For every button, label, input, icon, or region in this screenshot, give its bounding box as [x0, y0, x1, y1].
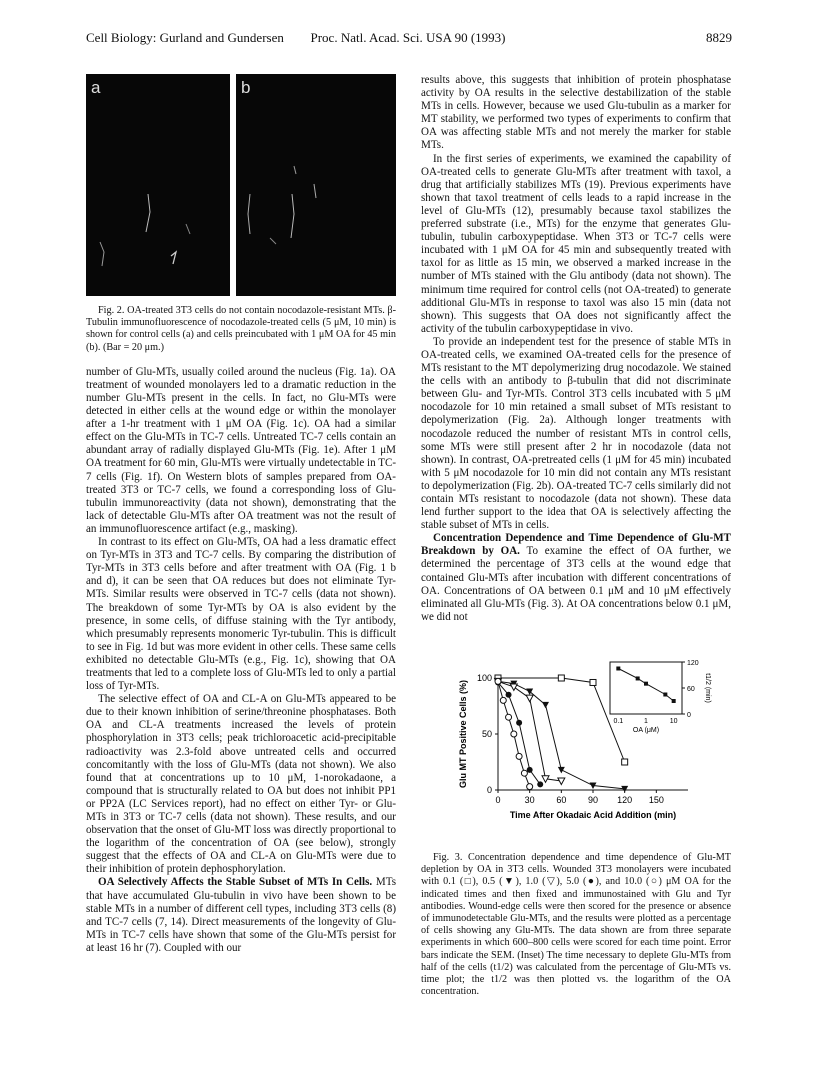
figure3-chart	[440, 650, 735, 830]
figure3-caption-block	[421, 852, 731, 998]
data-point	[516, 753, 522, 759]
page-number: 8829	[706, 30, 732, 45]
micrograph-b-image	[236, 74, 396, 296]
data-point	[590, 679, 596, 685]
x-tick-label: 150	[648, 795, 664, 805]
x-tick-label: 120	[617, 795, 633, 805]
section-heading: OA Selectively Affects the Stable Subset of MTs In Cells.	[98, 876, 373, 889]
x-axis-label: Time After Okadaic Acid Addition (min)	[509, 810, 677, 820]
inset-data-point	[616, 667, 620, 671]
micrograph-a-image	[86, 74, 230, 296]
data-point	[558, 675, 564, 681]
data-point	[526, 695, 533, 702]
data-point	[621, 786, 628, 793]
x-tick-label: 0	[495, 795, 501, 805]
paragraph: number of Glu-MTs, usually coiled around the nucleus (Fig. 1a). OA treatment of wounded monolayers led to a dramatic reduction in the number Glu-MTs present in the cells. In fact, no Glu-MTs were detected in either cells at the wound edge or within the monolayer after a 1-hr treatment with 1 μM OA (Fig. 1c). OA had a similar effect on the Glu-MTs in TC-7 cells. Untreated TC-7 cells contain an abundant array of radially displayed Glu-MTs (Fig. 1e). After 1 μM OA treatment for 60 min, Glu-MTs were virtually undetectable in TC-7 cells (Fig. 1f). On Western blots of samples prepared from OA-treated 3T3 or TC-7 cells, we found a corresponding loss of Glu-tubulin immunoreactivity (data not shown), demonstrating that the lack of detectable Glu-MTs after OA treatment was not the result of an immunofluorescence artifact (e.g., masking).	[86, 365, 396, 535]
data-point	[542, 702, 549, 709]
inset-data-point	[663, 693, 667, 697]
section-heading: Concentration Dependence and Time Dependence of Glu-MT Breakdown by OA.	[421, 532, 731, 558]
inset-x-tick-label: 1	[644, 718, 648, 725]
data-point	[511, 731, 517, 737]
micrograph-panel-a	[86, 74, 230, 296]
left-column	[86, 305, 396, 955]
panel-a-label: a	[91, 78, 101, 97]
micrograph-panel-b	[236, 74, 396, 296]
running-head: Cell Biology: Gurland and Gundersen	[86, 30, 284, 45]
paragraph: In contrast to its effect on Glu-MTs, OA had a less dramatic effect on Tyr-MTs in 3T3 and TC-7 cells. By comparing the distribution of Tyr-MTs in 3T3 cells before and after treatment with OA (Fig. 1 b and d), it can be seen that OA reduces but does not eliminate Tyr-MTs. Similar results were observed in TC-7 cells (data not shown). The breakdown of some Tyr-MTs by OA is also evident by the presence, in some cells, of diffuse staining with the Tyr antibody, which presumably represents monomeric Tyr-tubulin. This is difficult to see in Fig. 1d but was more evident in other cells. These same cells exhibited no detectable Glu-MTs (e.g., Fig. 1c), showing that OA treatments that led to a complete loss of Glu-MTs led to only a partial loss of Tyr-MTs.	[86, 536, 396, 693]
inset-data-point	[644, 682, 648, 686]
data-point	[510, 684, 517, 691]
paragraph: results above, this suggests that inhibition of protein phosphatase activity by OA results in the selective destabilization of the stable MTs in cells. However, because we used Glu-tubulin as a marker for MT stability, we performed two types of experiments to confirm that OA was affecting stable MTs and not merely the marker for stable MTs.	[421, 74, 731, 152]
paragraph: To examine the effect of OA further, we determined the percentage of 3T3 cells at the wound edge that contained Glu-MTs after incubation with different concentrations of OA. Concentrations of OA between 0.1 μM and 10 μM effectively eliminated all Glu-MTs (Fig. 3). At OA concentrations below 0.1 μM, we did not	[421, 545, 731, 623]
data-point	[516, 720, 522, 726]
paragraph: To provide an independent test for the presence of stable MTs in OA-treated cells, we examined OA-treated cells for the presence of MTs resistant to the MT depolymerizing drug nocodazole. We stained the cells with an antibody to β-tubulin that did not discriminate between Glu- and Tyr-MTs. Control 3T3 cells incubated with 5 μM nocodazole for 10 min retained a small subset of MTs resistant to depolymerization (Fig. 2a). Although longer treatments with nocodazole reduced the number of resistant MTs in control cells, some MTs were still present after 2 hr in nocodazole (data not shown). In contrast, OA-pretreated cells (1 μM for 45 min) incubated with 5 μM nocodazole for 10 min did not contain any MTs resistant to depolymerization (Fig. 2b). OA-treated TC-7 cells similarly did not contain MTs resistant to nocodazole (data not shown). These data lend further support to the idea that OA is selectively affecting the stable subset of MTs in cells.	[421, 335, 731, 532]
x-tick-label: 30	[524, 795, 535, 805]
inset-y-axis-label: t1/2 (min)	[704, 673, 711, 703]
data-point	[558, 767, 565, 774]
data-point	[537, 781, 543, 787]
data-point	[506, 714, 512, 720]
inset-x-axis-label: OA (μM)	[632, 727, 660, 734]
y-tick-label: 50	[481, 729, 492, 739]
figure2-caption: Fig. 2. OA-treated 3T3 cells do not contain nocodazole-resistant MTs. β-Tubulin immunofluorescence of nocodazole-treated cells (5 μM, 10 min) is shown for control cells (a) and cells preincubated with 1 μM OA for 45 min (b). (Bar = 20 μm.)	[86, 305, 396, 353]
data-point	[558, 778, 565, 785]
figure3-caption: Fig. 3. Concentration dependence and time dependence of Glu-MT depletion by OA in 3T3 cells. Wounded 3T3 monolayers were incubated with 0.1 (□), 0.5 (▼), 1.0 (▽), 5.0 (●), and 10.0 (○) μM OA for the indicated times and then fixed and immunostained with Glu and Tyr antibodies. Wound-edge cells were then scored for the presence or absence of immunodetectable Glu-MTs, and the results were plotted as a percentage of cells showing any Glu-MTs. The data shown are from three separate experiments in which 600–800 cells were scored for each time point. Error bars indicate the SEM. (Inset) The time necessary to deplete Glu-MTs from half of the cells (t1/2) was calculated from the percentage of Glu-MTs vs. time plot; the t1/2 was then plotted vs. the logarithm of the OA concentration.	[421, 852, 731, 998]
inset-y-tick-label: 120	[687, 660, 699, 667]
inset-y-tick-label: 60	[687, 686, 695, 693]
y-tick-label: 0	[486, 785, 492, 795]
y-axis-label: Glu MT Positive Cells (%)	[458, 679, 468, 789]
data-point	[506, 692, 512, 698]
inset-x-tick-label: 10	[669, 718, 678, 725]
panel-b-label: b	[241, 78, 251, 97]
data-point	[500, 697, 506, 703]
journal-citation: Proc. Natl. Acad. Sci. USA 90 (1993)	[310, 30, 506, 45]
x-tick-label: 60	[556, 795, 567, 805]
x-tick-label: 90	[587, 795, 599, 805]
right-column	[421, 74, 731, 624]
inset-y-tick-label: 0	[687, 712, 691, 719]
data-point	[521, 770, 527, 776]
data-point	[622, 759, 628, 765]
inset-data-point	[636, 676, 640, 680]
data-point	[527, 784, 533, 790]
paragraph: In the first series of experiments, we examined the capability of OA-treated cells to generate Glu-MTs after treatment with taxol, a drug that artificially stabilizes MTs (19). Previous experiments have shown that taxol treatment of cells leads to a rapid increase in the level of Glu-MTs (12), presumably because taxol stabilizes the preferred substrate (i.e., MTs) for the enzyme that generates Glu-tubulin, tubulin carboxypeptidase. When 3T3 or TC-7 cells were incubated with 1 μM OA for 45 min and subsequently treated with taxol for as little as 15 min, we observed a marked increase in the number of MTs stained with the Glu antibody (data not shown). The minimum time required for control cells (not OA-treated) to generate additional Glu-MTs in response to taxol was also 15 min (data not shown). This suggests that OA does not significantly affect the activity of the tubulin carboxypeptidase in vivo.	[421, 152, 731, 335]
inset-data-point	[672, 699, 676, 703]
y-tick-label: 100	[476, 673, 492, 683]
inset-x-tick-label: 0.1	[613, 718, 624, 725]
data-point	[495, 678, 501, 684]
paragraph: MTs that have accumulated Glu-tubulin in vivo have been shown to be stable MTs in a number of different cell types, including 3T3 cells (8) and TC-7 cells (7, 14). Direct measurements of the longevity of Glu-MTs in TC-7 cells have shown that some of the Glu-MTs persist for at least 16 hr (7). Coupled with our	[86, 876, 396, 954]
paragraph: The selective effect of OA and CL-A on Glu-MTs appeared to be due to their known inhibition of serine/threonine phosphatases. Both OA and CL-A treatments increased the levels of protein phosphorylation in 3T3 cells; peak trichloroacetic acid-precipitable radioactivity was 2.3-fold above untreated cells and occurred concomitantly with the loss of Glu-MTs (data not shown). We also found that at concentrations up to 10 μM, 1-norokadaone, a compound that is structurally related to OA but does not inhibit PP1 or PP2A (LC Services report), had no effect on either Tyr- or Glu-MTs in 3T3 or TC-7 cells (data not shown). These results, and our observation that the onset of Glu-MT loss was directly proportional to the logarithm of the concentration of OA (see below), strongly suggest that the effects of OA and CL-A on Glu-MTs were due to their inhibition of protein dephosphorylation.	[86, 693, 396, 876]
